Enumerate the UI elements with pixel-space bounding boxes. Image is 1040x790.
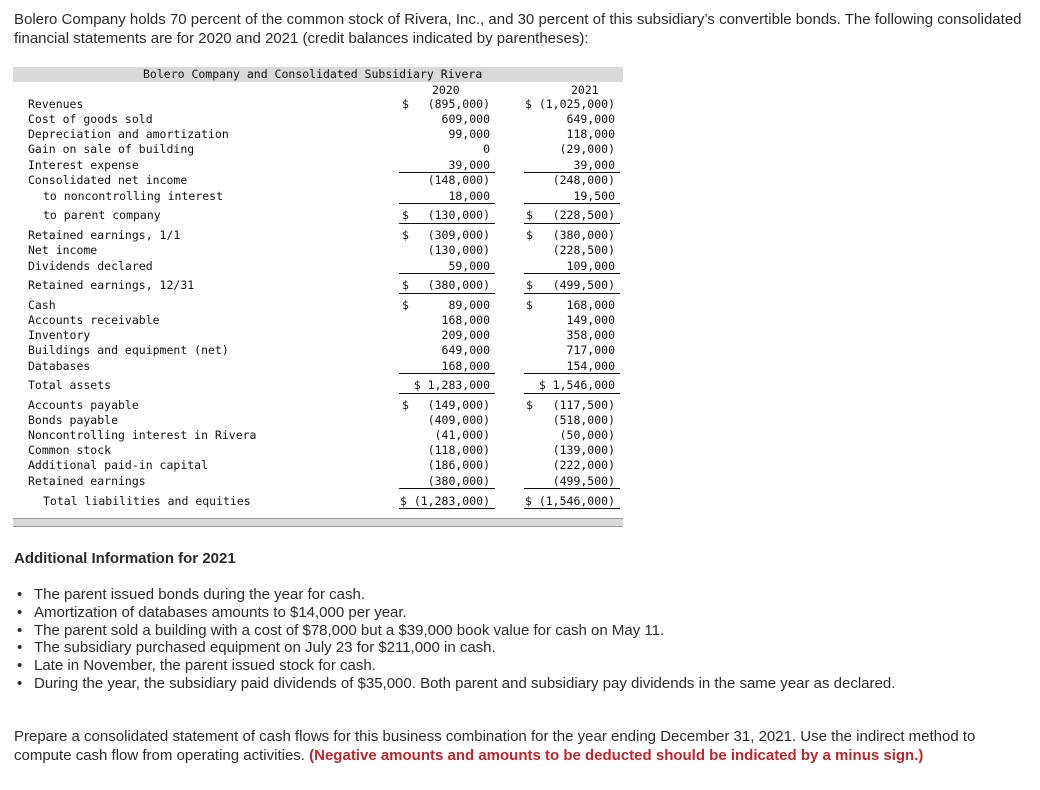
dollar-sign: $ <box>526 278 533 292</box>
dollar-sign: $ <box>526 208 533 222</box>
value-2021: (222,000) <box>552 458 615 472</box>
row-label: Databases <box>28 359 91 373</box>
value-2021: 154,000 <box>566 359 615 373</box>
value-2020: 39,000 <box>448 158 490 172</box>
value-2020: 168,000 <box>441 313 490 327</box>
statement-row <box>13 259 623 274</box>
value-2021: 39,000 <box>573 158 615 172</box>
row-label: Retained earnings, 1/1 <box>28 228 181 242</box>
dollar-sign: $ <box>526 398 533 412</box>
value-2021: (50,000) <box>559 428 615 442</box>
statement-row <box>13 97 623 112</box>
value-2020: (895,000) <box>427 97 490 111</box>
underline <box>524 373 620 374</box>
value-2021: (499,500) <box>552 474 615 488</box>
value-2020: (380,000) <box>427 474 490 488</box>
row-label: Dividends declared <box>28 259 153 273</box>
statement-row <box>13 343 623 358</box>
dollar-sign: $ <box>402 298 409 312</box>
underline <box>524 203 620 204</box>
underline <box>524 293 620 294</box>
row-label: Retained earnings <box>28 474 146 488</box>
value-2020: (186,000) <box>427 458 490 472</box>
row-label: Total assets <box>28 378 112 392</box>
statement-row <box>13 474 623 489</box>
value-2020: 0 <box>483 142 490 156</box>
row-label: Depreciation and amortization <box>28 127 229 141</box>
underline <box>524 223 620 224</box>
row-label: Inventory <box>28 328 91 342</box>
row-label: to parent company <box>43 208 161 222</box>
value-2020: (118,000) <box>427 443 490 457</box>
dollar-sign: $ <box>526 298 533 312</box>
row-label: Bonds payable <box>28 413 119 427</box>
value-2020: 59,000 <box>448 259 490 273</box>
statement-row <box>13 112 623 127</box>
value-2020: 649,000 <box>441 343 490 357</box>
value-2021: 649,000 <box>566 112 615 126</box>
value-2020: (309,000) <box>427 228 490 242</box>
underline <box>524 488 620 489</box>
row-label: Total liabilities and equities <box>43 494 251 508</box>
statement-row <box>13 443 623 458</box>
dollar-sign: $ <box>402 228 409 242</box>
statement-row <box>13 359 623 374</box>
row-label: Buildings and equipment (net) <box>28 343 229 357</box>
value-2021: (380,000) <box>552 228 615 242</box>
value-2021: (499,500) <box>552 278 615 292</box>
value-2020: 168,000 <box>441 359 490 373</box>
value-2020: 99,000 <box>448 127 490 141</box>
underline <box>524 393 620 394</box>
statement-row <box>13 189 623 204</box>
value-2021: (117,500) <box>552 398 615 412</box>
row-label: Cost of goods sold <box>28 112 153 126</box>
dollar-sign: $ <box>402 208 409 222</box>
value-2021: $ (1,025,000) <box>524 97 615 111</box>
negative-amounts-warning: (Negative amounts and amounts to be deducted should be indicated by a minus sign.) <box>309 747 924 764</box>
value-2020: (380,000) <box>427 278 490 292</box>
underline <box>399 273 495 274</box>
statement-footer-bar <box>13 518 623 527</box>
statement-row <box>13 208 623 223</box>
statement-row <box>13 127 623 142</box>
value-2020: $ (1,283,000) <box>399 494 490 508</box>
statement-row <box>13 398 623 413</box>
underline <box>399 293 495 294</box>
value-2021: 149,000 <box>566 313 615 327</box>
value-2021: $ (1,546,000) <box>524 494 615 508</box>
value-2020: $ 1,283,000 <box>413 378 490 392</box>
statement-row <box>13 378 623 393</box>
row-label: to noncontrolling interest <box>43 189 224 203</box>
value-2021: $ 1,546,000 <box>538 378 615 392</box>
statement-row <box>13 313 623 328</box>
statement-row <box>13 243 623 258</box>
value-2020: 89,000 <box>448 298 490 312</box>
list-item: • The parent sold a building with a cost of $78,000 but a $39,000 book value for cash on May 11. <box>14 622 1024 640</box>
problem-intro: Bolero Company holds 70 percent of the common stock of Rivera, Inc., and 30 percent of this subsidiary’s convertible bonds. The following consolidated financial statements are for 2020 and 2021 (credit balances indicated by parentheses): <box>14 11 1022 47</box>
year-header-2021: 2021 <box>571 83 599 97</box>
value-2020: (149,000) <box>427 398 490 412</box>
value-2020: (148,000) <box>427 173 490 187</box>
double-underline <box>399 508 495 509</box>
value-2021: (228,500) <box>552 208 615 222</box>
statement-row <box>13 142 623 157</box>
additional-info-list <box>14 586 1024 693</box>
dollar-sign: $ <box>402 97 409 111</box>
list-item: • Amortization of databases amounts to $14,000 per year. <box>14 604 1024 622</box>
value-2020: 209,000 <box>441 328 490 342</box>
statement-row <box>13 228 623 243</box>
value-2020: 609,000 <box>441 112 490 126</box>
value-2020: (41,000) <box>434 428 490 442</box>
row-label: Net income <box>28 243 98 257</box>
value-2021: (248,000) <box>552 173 615 187</box>
value-2021: 717,000 <box>566 343 615 357</box>
row-label: Common stock <box>28 443 112 457</box>
value-2021: (29,000) <box>559 142 615 156</box>
row-label: Retained earnings, 12/31 <box>28 278 195 292</box>
value-2020: (130,000) <box>427 208 490 222</box>
underline <box>524 273 620 274</box>
statement-row <box>13 328 623 343</box>
value-2021: (228,500) <box>552 243 615 257</box>
value-2020: 18,000 <box>448 189 490 203</box>
statement-row <box>13 278 623 293</box>
statement-row <box>13 298 623 313</box>
value-2021: (139,000) <box>552 443 615 457</box>
row-label: Accounts receivable <box>28 313 160 327</box>
list-item: • The parent issued bonds during the year for cash. <box>14 586 1024 604</box>
row-label: Accounts payable <box>28 398 139 412</box>
row-label: Gain on sale of building <box>28 142 195 156</box>
row-label: Revenues <box>28 97 84 111</box>
double-underline <box>524 508 620 509</box>
underline <box>399 203 495 204</box>
underline <box>399 488 495 489</box>
value-2020: (130,000) <box>427 243 490 257</box>
value-2021: 358,000 <box>566 328 615 342</box>
prepare-instructions <box>14 727 1024 765</box>
statement-title: Bolero Company and Consolidated Subsidiary Rivera <box>13 67 623 82</box>
value-2020: (409,000) <box>427 413 490 427</box>
value-2021: 168,000 <box>566 298 615 312</box>
row-label: Cash <box>28 298 56 312</box>
dollar-sign: $ <box>402 278 409 292</box>
statement-row <box>13 173 623 188</box>
list-item: • Late in November, the parent issued stock for cash. <box>14 657 1024 675</box>
row-label: Additional paid-in capital <box>28 458 209 472</box>
statement-row <box>13 494 623 509</box>
value-2021: 118,000 <box>566 127 615 141</box>
statement-row <box>13 428 623 443</box>
list-item: • The subsidiary purchased equipment on July 23 for $211,000 in cash. <box>14 639 1024 657</box>
dollar-sign: $ <box>526 228 533 242</box>
row-label: Interest expense <box>28 158 139 172</box>
value-2021: 109,000 <box>566 259 615 273</box>
row-label: Noncontrolling interest in Rivera <box>28 428 257 442</box>
year-header-2020: 2020 <box>432 83 460 97</box>
statement-row <box>13 158 623 173</box>
underline <box>399 373 495 374</box>
underline <box>399 223 495 224</box>
additional-info-heading: Additional Information for 2021 <box>14 550 236 567</box>
value-2021: (518,000) <box>552 413 615 427</box>
statement-row <box>13 413 623 428</box>
prepare-text: Prepare a consolidated statement of cash flows for this business combination for the year ending December 31, 2021. Use the indirect method to compute cash flow from operating activities. <box>14 728 976 764</box>
statement-row <box>13 458 623 473</box>
row-label: Consolidated net income <box>28 173 188 187</box>
dollar-sign: $ <box>402 398 409 412</box>
value-2021: 19,500 <box>573 189 615 203</box>
financial-statement-table <box>13 67 623 528</box>
list-item: • During the year, the subsidiary paid dividends of $35,000. Both parent and subsidiary pay dividends in the same year as declared. <box>14 675 1024 693</box>
underline <box>399 393 495 394</box>
